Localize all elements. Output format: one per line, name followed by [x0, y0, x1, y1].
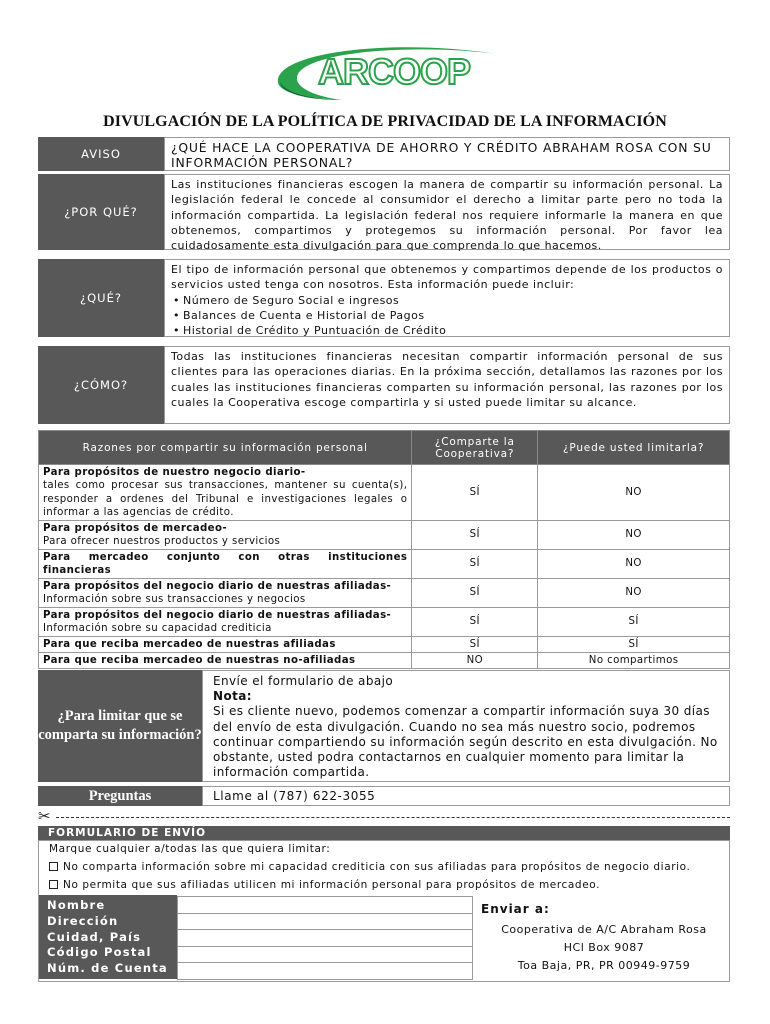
table-row: [39, 608, 730, 637]
send-to-block: [473, 896, 735, 979]
nota-text: Si es cliente nuevo, podemos comenzar a compartir información suya 30 días del envío de esta divulgación. Cuando no sea más nuestro socio, podremos continuar compartiendo su información según descrito en esta divulgación. No obstante, usted podra contactarnos en cualquier momento para limitar la información compartida.: [213, 704, 718, 780]
row-limitar: SÍ: [538, 637, 730, 653]
row-heading: Para propósitos del negocio diario de nuestras afiliadas-: [43, 580, 392, 592]
form-field-grid: [177, 896, 473, 980]
form-field-labels: [39, 895, 177, 979]
row-limitar: NO: [538, 579, 730, 608]
row-comparte: SÍ: [412, 608, 538, 637]
option-1[interactable]: [49, 861, 690, 873]
scissors-icon: ✂: [38, 807, 51, 825]
arcoop-logo: [272, 40, 502, 102]
option-1-label: No comparta información sobre mi capacidad crediticia con sus afiliadas para propósitos de negocio diario.: [63, 861, 691, 873]
limitar-cell: [202, 670, 730, 782]
nota-label: Nota:: [213, 689, 252, 704]
form-body: [38, 840, 730, 982]
row-comparte: SÍ: [412, 579, 538, 608]
nombre-field[interactable]: [178, 897, 473, 914]
porque-label: ¿POR QUÉ?: [38, 174, 164, 250]
table-row: [39, 653, 730, 669]
preguntas-label: Preguntas: [38, 786, 202, 806]
row-detail: tales como procesar sus transacciones, mantener su cuenta(s), responder a ordenes del Tribunal e investigaciones legales o informar a las agencias de crédito.: [43, 480, 408, 518]
table-row: [39, 465, 730, 521]
como-text: Todas las instituciones financieras necesitan compartir información personal de sus clientes para las operaciones diarias. En la próxima sección, detallamos las razones por los cuales las instituciones financieras comparten su información personal, las razones por los cuales la Cooperativa escoge compartirla y si usted puede limitar su alcance.: [171, 350, 723, 409]
row-heading: Para que reciba mercadeo de nuestras afiliadas: [43, 638, 336, 650]
document-title: DIVULGACIÓN DE LA POLÍTICA DE PRIVACIDAD DE LA INFORMACIÓN: [103, 113, 667, 130]
aviso-label: AVISO: [38, 137, 164, 171]
list-item: • Balances de Cuenta e Historial de Pagos: [171, 308, 723, 323]
row-detail: Información sobre sus transacciones y negocios: [43, 594, 306, 605]
row-comparte: SÍ: [412, 521, 538, 550]
logo-text: ARCOOP: [317, 51, 471, 92]
row-heading: Para que reciba mercadeo de nuestras no-afiliadas: [43, 654, 356, 666]
preguntas-phone[interactable]: Llame al (787) 622-3055: [202, 786, 730, 806]
row-limitar: No compartimos: [538, 653, 730, 669]
row-comparte: SÍ: [412, 465, 538, 521]
address-line: Cooperativa de A/C Abraham Rosa: [501, 923, 707, 936]
send-title: Enviar a:: [481, 902, 550, 916]
list-item: • Número de Seguro Social e ingresos: [171, 293, 723, 308]
limitar-label: [38, 670, 202, 782]
que-bullet-list: [171, 293, 723, 339]
field-label-direccion: Dirección: [47, 913, 119, 928]
limitar-line1: Envíe el formulario de abajo: [213, 674, 394, 688]
row-limitar: NO: [538, 550, 730, 579]
ciudad-field[interactable]: [178, 946, 473, 963]
que-text: El tipo de información personal que obtenemos y compartimos depende de los productos o servicios usted tenga con nosotros. Esta información puede incluir:: [171, 263, 723, 292]
row-heading: Para propósitos de nuestro negocio diario-: [43, 466, 306, 478]
header-limitar: ¿Puede usted limitarla?: [538, 431, 730, 465]
como-cell: [164, 346, 730, 424]
table-row: [39, 550, 730, 579]
codigo-postal-field[interactable]: [178, 963, 473, 980]
porque-cell: [164, 174, 730, 253]
option-2-label: No permita que sus afiliadas utilicen mi información personal para propósitos de mercadeo.: [63, 879, 601, 891]
direccion-field[interactable]: [178, 913, 473, 930]
limitar-label-text: ¿Para limitar que se comparta su información?: [38, 708, 202, 743]
table-row: [39, 579, 730, 608]
dashed-divider: [56, 817, 730, 818]
aviso-text: ¿QUÉ HACE LA COOPERATIVA DE AHORRO Y CRÉDITO ABRAHAM ROSA CON SU INFORMACIÓN PERSONAL?: [171, 140, 712, 170]
direccion-field-2[interactable]: [178, 930, 473, 947]
row-heading: Para propósitos de mercadeo-: [43, 522, 227, 534]
field-label-codigo-postal: Código Postal: [47, 945, 152, 960]
row-comparte: NO: [412, 653, 538, 669]
table-row: [39, 637, 730, 653]
row-comparte: SÍ: [412, 550, 538, 579]
row-limitar: NO: [538, 521, 730, 550]
row-comparte: SÍ: [412, 637, 538, 653]
cut-line: [38, 807, 730, 825]
row-detail: Información sobre su capacidad crediticia: [43, 623, 272, 634]
row-heading: Para propósitos del negocio diario de nuestras afiliadas-: [43, 609, 392, 621]
form-header: FORMULARIO DE ENVÍO: [38, 826, 730, 840]
checkbox-icon[interactable]: [49, 880, 58, 889]
field-label-nombre: Nombre: [47, 898, 106, 912]
que-label: ¿QUÉ?: [38, 259, 164, 337]
row-heading: Para mercadeo conjunto con otras instituciones financieras: [43, 551, 408, 576]
row-limitar: SÍ: [538, 608, 730, 637]
porque-text: Las instituciones financieras escogen la manera de compartir su información personal. La legislación federal le concede al consumidor el derecho a limitar parte pero no toda la información compartida. La legislación federal nos requiere informarle la manera en que obtenemos, compartimos y protegemos su información personal. Por favor lea cuidadosamente esta divulgación para que comprenda lo que hacemos.: [171, 178, 723, 253]
address-line: HCl Box 9087: [563, 941, 645, 954]
field-label-ciudad: Cuidad, País: [47, 929, 142, 944]
table-header-row: [39, 431, 730, 465]
row-detail: Para ofrecer nuestros productos y servicios: [43, 536, 281, 547]
checkbox-icon[interactable]: [49, 862, 58, 871]
como-label: ¿CÓMO?: [38, 346, 164, 424]
address-line: Toa Baja, PR, PR 00949-9759: [517, 959, 691, 972]
header-comparte: ¿Comparte la Cooperativa?: [412, 431, 538, 465]
option-2[interactable]: [49, 879, 600, 891]
header-reasons: Razones por compartir su información personal: [39, 431, 412, 465]
reasons-table: [38, 430, 730, 669]
list-item: • Historial de Crédito y Puntuación de Crédito: [171, 323, 723, 338]
row-limitar: NO: [538, 465, 730, 521]
table-row: [39, 521, 730, 550]
que-cell: [164, 259, 730, 337]
field-label-cuenta: Núm. de Cuenta: [47, 961, 168, 976]
form-instruction: Marque cualquier a/todas las que quiera limitar:: [49, 843, 331, 855]
aviso-cell: [164, 137, 730, 171]
